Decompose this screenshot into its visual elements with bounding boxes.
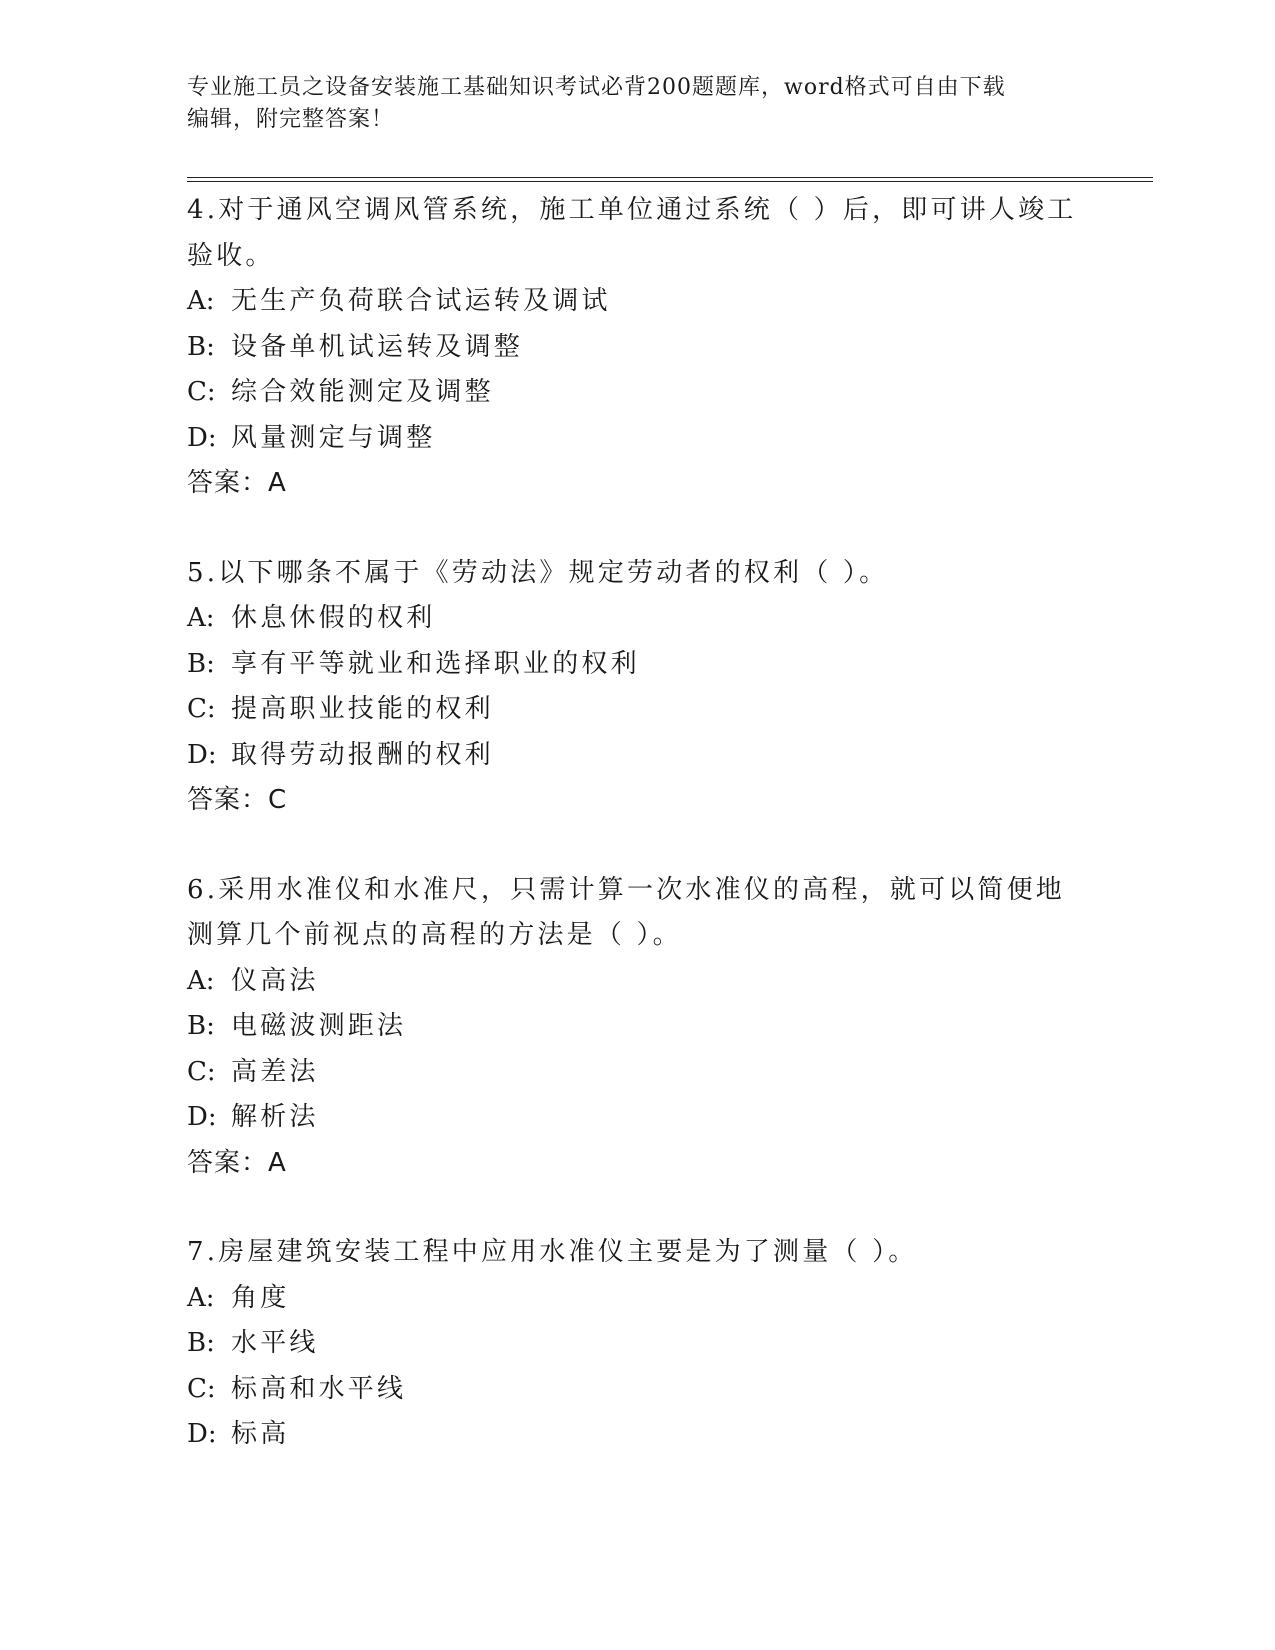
answer-label: 答案：A xyxy=(187,468,287,498)
question-stem xyxy=(187,551,1087,597)
question-stem xyxy=(187,188,1087,279)
option-key: B: xyxy=(187,648,215,679)
option-key: A: xyxy=(187,286,215,316)
option-text: 设备单机试运转及调整 xyxy=(231,331,524,362)
option-text: 享有平等就业和选择职业的权利 xyxy=(231,648,640,679)
question-stem xyxy=(187,1230,1087,1276)
question-list xyxy=(187,188,1087,1502)
option-text: 角度 xyxy=(231,1282,290,1313)
option-text: 风量测定与调整 xyxy=(231,422,436,453)
option-a xyxy=(187,279,1087,325)
option-text: 标高和水平线 xyxy=(231,1373,407,1404)
question-stem-line1: 7.房屋建筑安装工程中应用水准仪主要是为了测量（ ）。 xyxy=(187,1237,918,1267)
option-d xyxy=(187,416,1087,462)
question-stem xyxy=(187,868,1087,959)
option-text: 电磁波测距法 xyxy=(231,1011,407,1041)
option-d xyxy=(187,733,1087,779)
question-5 xyxy=(187,551,1087,824)
option-key: B: xyxy=(187,1328,215,1358)
option-key: C: xyxy=(187,1056,216,1087)
answer-label: 答案：C xyxy=(187,785,288,815)
option-key: A: xyxy=(187,603,215,633)
option-b xyxy=(187,642,1087,688)
option-d xyxy=(187,1095,1087,1141)
option-c xyxy=(187,370,1087,416)
option-text: 高差法 xyxy=(231,1056,319,1087)
option-key: B: xyxy=(187,331,215,362)
option-key: D: xyxy=(187,739,217,770)
option-text: 无生产负荷联合试运转及调试 xyxy=(231,286,611,316)
question-stem-line1: 4.对于通风空调风管系统，施工单位通过系统（ ）后，即可讲人竣工 xyxy=(187,195,1077,225)
option-key: A: xyxy=(187,965,215,996)
option-c xyxy=(187,1050,1087,1096)
option-a xyxy=(187,959,1087,1005)
option-text: 综合效能测定及调整 xyxy=(231,377,494,407)
question-6 xyxy=(187,868,1087,1187)
question-4 xyxy=(187,188,1087,507)
option-text: 水平线 xyxy=(231,1328,319,1358)
option-text: 取得劳动报酬的权利 xyxy=(231,739,494,770)
header-title-line2: 编辑，附完整答案！ xyxy=(187,107,395,132)
option-b xyxy=(187,325,1087,371)
option-d xyxy=(187,1412,1087,1458)
option-key: C: xyxy=(187,1373,216,1404)
option-b xyxy=(187,1321,1087,1367)
option-text: 标高 xyxy=(231,1419,290,1449)
option-c xyxy=(187,1367,1087,1413)
header-divider xyxy=(187,177,1153,182)
option-c xyxy=(187,687,1087,733)
question-stem-line2: 测算几个前视点的高程的方法是（ ）。 xyxy=(187,920,682,950)
question-stem-line1: 5.以下哪条不属于《劳动法》规定劳动者的权利（ ）。 xyxy=(187,557,889,588)
option-key: C: xyxy=(187,377,216,407)
question-7 xyxy=(187,1230,1087,1458)
option-a xyxy=(187,1276,1087,1322)
option-b xyxy=(187,1004,1087,1050)
option-key: D: xyxy=(187,422,217,453)
option-text: 仪高法 xyxy=(231,965,319,996)
option-key: B: xyxy=(187,1011,215,1041)
option-key: D: xyxy=(187,1419,217,1449)
question-stem-line1: 6.采用水准仪和水准尺，只需计算一次水准仪的高程，就可以简便地 xyxy=(187,874,1066,905)
option-text: 解析法 xyxy=(231,1102,319,1132)
header-title-line1: 专业施工员之设备安装施工基础知识考试必背200题题库，word格式可自由下载 xyxy=(187,75,1006,100)
option-key: D: xyxy=(187,1102,217,1132)
option-key: A: xyxy=(187,1282,215,1313)
option-a xyxy=(187,596,1087,642)
option-text: 提高职业技能的权利 xyxy=(231,694,494,724)
option-key: C: xyxy=(187,694,216,724)
option-text: 休息休假的权利 xyxy=(231,603,436,633)
question-stem-line2: 验收。 xyxy=(187,240,275,271)
document-header xyxy=(187,72,1077,136)
answer-label: 答案：A xyxy=(187,1147,287,1178)
